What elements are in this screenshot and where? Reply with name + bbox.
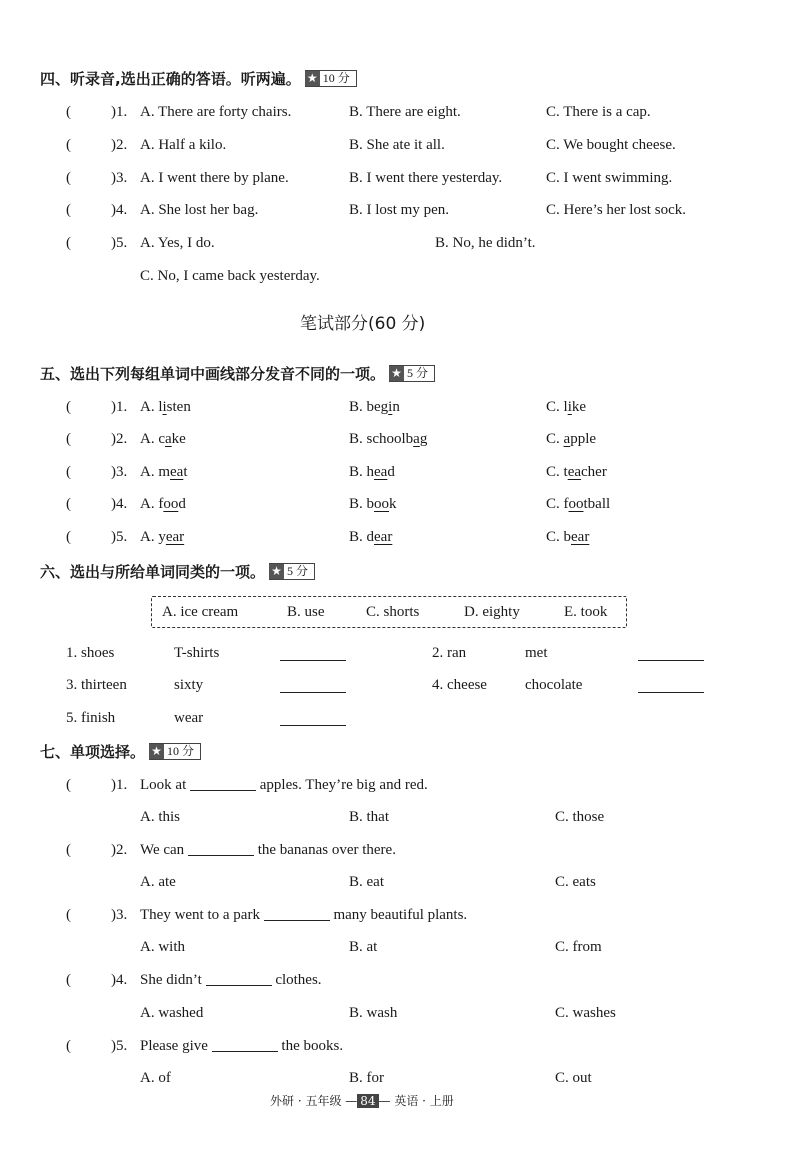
option-b: B. There are eight. [349,104,461,120]
word-bank-option: A. ice cream [162,604,239,620]
answer-blank[interactable] [280,648,346,661]
option-a: A. of [140,1070,171,1086]
word-2: met [525,645,548,661]
answer-paren[interactable]: ( [66,464,71,480]
option-c: C. from [555,939,602,955]
option-a: A. year [140,529,185,545]
question-number: )3. [111,907,128,923]
option-a: A. meat [140,464,188,480]
option-b: B. at [349,939,378,955]
answer-paren[interactable]: ( [66,972,71,988]
answer-paren[interactable]: ( [66,529,71,545]
star-icon: ★ [269,564,284,579]
option-c: C. washes [555,1005,616,1021]
option-c: C. out [555,1070,592,1086]
word-2: sixty [174,677,204,693]
option-a: A. Yes, I do. [140,235,215,251]
question-text: Please give the books. [140,1038,344,1054]
option-c: C. There is a cap. [546,104,651,120]
option-b: B. She ate it all. [349,137,445,153]
answer-paren[interactable]: ( [66,842,71,858]
word-1: 3. thirteen [66,677,127,693]
option-a: A. There are forty chairs. [140,104,292,120]
item-number: )2. [111,431,128,447]
option-b: B. book [349,496,397,512]
answer-blank[interactable] [264,920,330,921]
section-6-title: 六、选出与所给单词同类的一项。 ★ 5 分 [40,564,315,581]
star-icon: ★ [149,744,164,759]
answer-blank[interactable] [188,855,254,856]
answer-paren[interactable]: ( [66,1038,71,1054]
word-bank-option: C. shorts [366,604,420,620]
item-number: )3. [111,464,128,480]
answer-paren[interactable]: ( [66,137,71,153]
answer-blank[interactable] [280,680,346,693]
word-bank-option: D. eighty [464,604,520,620]
option-c: C. No, I came back yesterday. [140,268,320,284]
page-footer: 外研 · 五年级 — 84 — 英语 · 上册 [270,1094,454,1108]
written-part-title: 笔试部分(60 分) [300,314,426,334]
item-number: )4. [111,496,128,512]
word-1: 1. shoes [66,645,115,661]
answer-blank[interactable] [190,790,256,791]
option-a: A. ate [140,874,176,890]
item-number: )3. [111,170,128,186]
option-a: A. this [140,809,181,825]
option-a: A. Half a kilo. [140,137,227,153]
option-b: B. eat [349,874,384,890]
option-b: B. I went there yesterday. [349,170,503,186]
answer-paren[interactable]: ( [66,907,71,923]
word-1: 4. cheese [432,677,487,693]
answer-blank[interactable] [638,648,704,661]
points-badge: ★ 10 分 [305,70,357,87]
option-b: B. head [349,464,395,480]
option-c: C. eats [555,874,596,890]
answer-blank[interactable] [212,1051,278,1052]
section-7-title: 七、单项选择。 ★ 10 分 [40,744,201,761]
item-number: )2. [111,137,128,153]
question-text: She didn’t clothes. [140,972,322,988]
item-number: )5. [111,529,128,545]
word-1: 5. finish [66,710,116,726]
answer-paren[interactable]: ( [66,170,71,186]
points-badge: ★ 5 分 [269,563,315,580]
answer-paren[interactable]: ( [66,235,71,251]
option-c: C. I went swimming. [546,170,673,186]
option-b: B. dear [349,529,393,545]
answer-blank[interactable] [638,680,704,693]
section-4-title: 四、听录音,选出正确的答语。听两遍。 ★ 10 分 [40,71,357,88]
option-b: B. for [349,1070,384,1086]
option-a: A. with [140,939,185,955]
item-number: )4. [111,202,128,218]
option-b: B. that [349,809,389,825]
option-c: C. like [546,399,587,415]
option-a: A. washed [140,1005,204,1021]
section-5-title: 五、选出下列每组单词中画线部分发音不同的一项。 ★ 5 分 [40,366,435,383]
question-number: )2. [111,842,128,858]
option-a: A. food [140,496,186,512]
option-b: B. wash [349,1005,398,1021]
answer-paren[interactable]: ( [66,777,71,793]
answer-paren[interactable]: ( [66,431,71,447]
question-text: They went to a park many beautiful plants. [140,907,468,923]
answer-paren[interactable]: ( [66,104,71,120]
star-icon: ★ [389,366,404,381]
word-1: 2. ran [432,645,467,661]
option-a: A. listen [140,399,191,415]
answer-paren[interactable]: ( [66,399,71,415]
option-c: C. bear [546,529,590,545]
option-a: A. I went there by plane. [140,170,289,186]
question-text: Look at apples. They’re big and red. [140,777,428,793]
answer-blank[interactable] [206,985,272,986]
word-bank-option: B. use [287,604,325,620]
question-number: )1. [111,777,128,793]
option-b: B. begin [349,399,400,415]
question-number: )5. [111,1038,128,1054]
option-c: C. teacher [546,464,607,480]
option-c: C. We bought cheese. [546,137,676,153]
word-2: T-shirts [174,645,220,661]
answer-paren[interactable]: ( [66,202,71,218]
points-badge: ★ 10 分 [149,743,201,760]
option-b: B. I lost my pen. [349,202,449,218]
question-text: We can the bananas over there. [140,842,396,858]
points-badge: ★ 5 分 [389,365,435,382]
answer-blank[interactable] [280,713,346,726]
item-number: )1. [111,399,128,415]
option-c: C. those [555,809,605,825]
option-c: C. apple [546,431,597,447]
option-a: A. She lost her bag. [140,202,259,218]
star-icon: ★ [305,71,320,86]
option-a: A. cake [140,431,186,447]
word-bank-option: E. took [564,604,608,620]
page-number: 84 [357,1094,378,1108]
item-number: )5. [111,235,128,251]
word-2: wear [174,710,204,726]
option-c: C. football [546,496,611,512]
option-c: C. Here’s her lost sock. [546,202,686,218]
word-2: chocolate [525,677,583,693]
option-b: B. schoolbag [349,431,428,447]
answer-paren[interactable]: ( [66,496,71,512]
option-b: B. No, he didn’t. [435,235,536,251]
item-number: )1. [111,104,128,120]
question-number: )4. [111,972,128,988]
